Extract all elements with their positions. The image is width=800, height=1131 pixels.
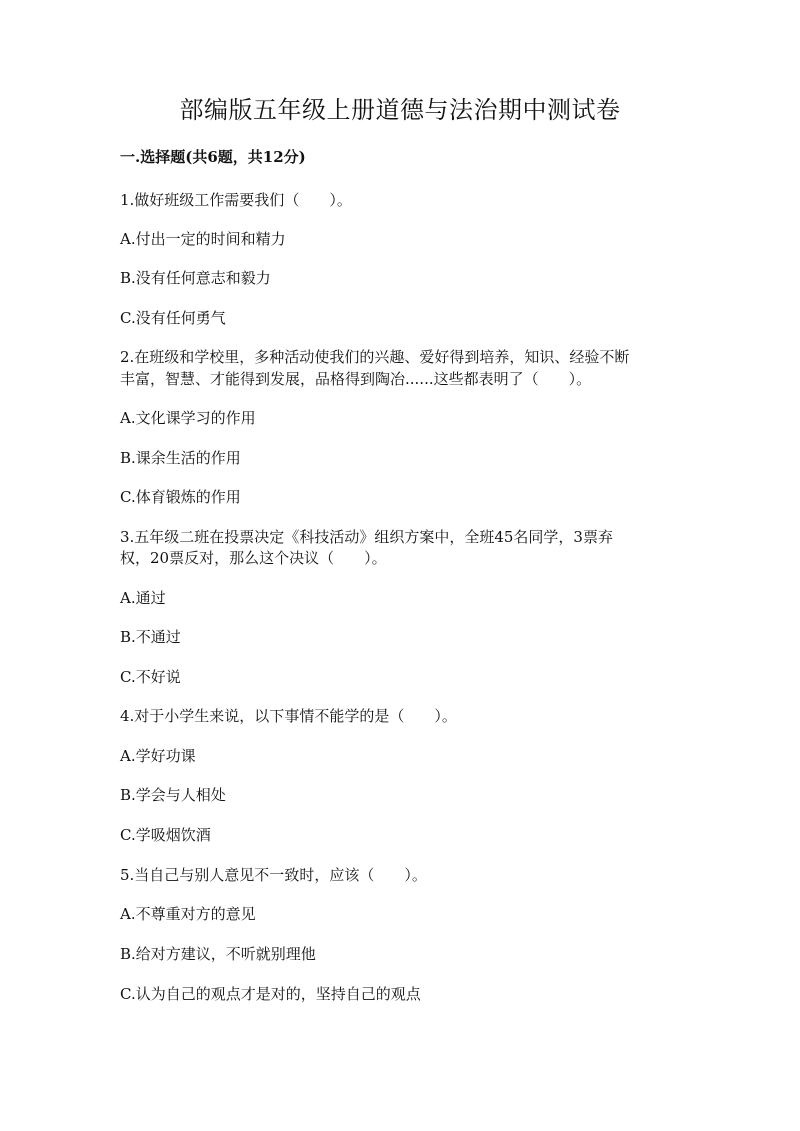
question-5-option-c: C.认为自己的观点才是对的，坚持自己的观点 [120,985,421,1003]
question-2-option-a: A.文化课学习的作用 [120,409,256,427]
question-3-stem-line-2: 权，20票反对，那么这个决议（ ）。 [120,549,387,567]
question-1-stem: 1.做好班级工作需要我们（ ）。 [120,191,352,209]
question-3-option-c: C.不好说 [120,668,181,686]
exam-title: 部编版五年级上册道德与法治期中测试卷 [179,96,621,124]
question-5-option-a: A.不尊重对方的意见 [120,905,256,923]
question-1-option-c: C.没有任何勇气 [120,309,226,327]
section-heading: 一.选择题(共6题，共12分) [120,148,306,166]
question-5-stem: 5.当自己与别人意见不一致时，应该（ ）。 [120,866,427,884]
question-2-stem-line-1: 2.在班级和学校里，多种活动使我们的兴趣、爱好得到培养，知识、经验不断 [120,348,630,366]
question-1-option-a: A.付出一定的时间和精力 [120,230,286,248]
question-5-option-b: B.给对方建议，不听就别理他 [120,945,316,963]
question-4-option-c: C.学吸烟饮酒 [120,826,211,844]
question-4-option-b: B.学会与人相处 [120,786,226,804]
question-4-stem: 4.对于小学生来说，以下事情不能学的是（ ）。 [120,707,457,725]
question-3-stem-line-1: 3.五年级二班在投票决定《科技活动》组织方案中，全班45名同学，3票弃 [120,528,613,546]
question-4-option-a: A.学好功课 [120,747,196,765]
question-1-option-b: B.没有任何意志和毅力 [120,269,271,287]
question-3-option-a: A.通过 [120,589,166,607]
question-2-option-b: B.课余生活的作用 [120,449,241,467]
question-2-stem-line-2: 丰富，智慧、才能得到发展，品格得到陶冶......这些都表明了（ ）。 [120,370,592,388]
question-2-option-c: C.体育锻炼的作用 [120,488,241,506]
question-3-option-b: B.不通过 [120,628,181,646]
